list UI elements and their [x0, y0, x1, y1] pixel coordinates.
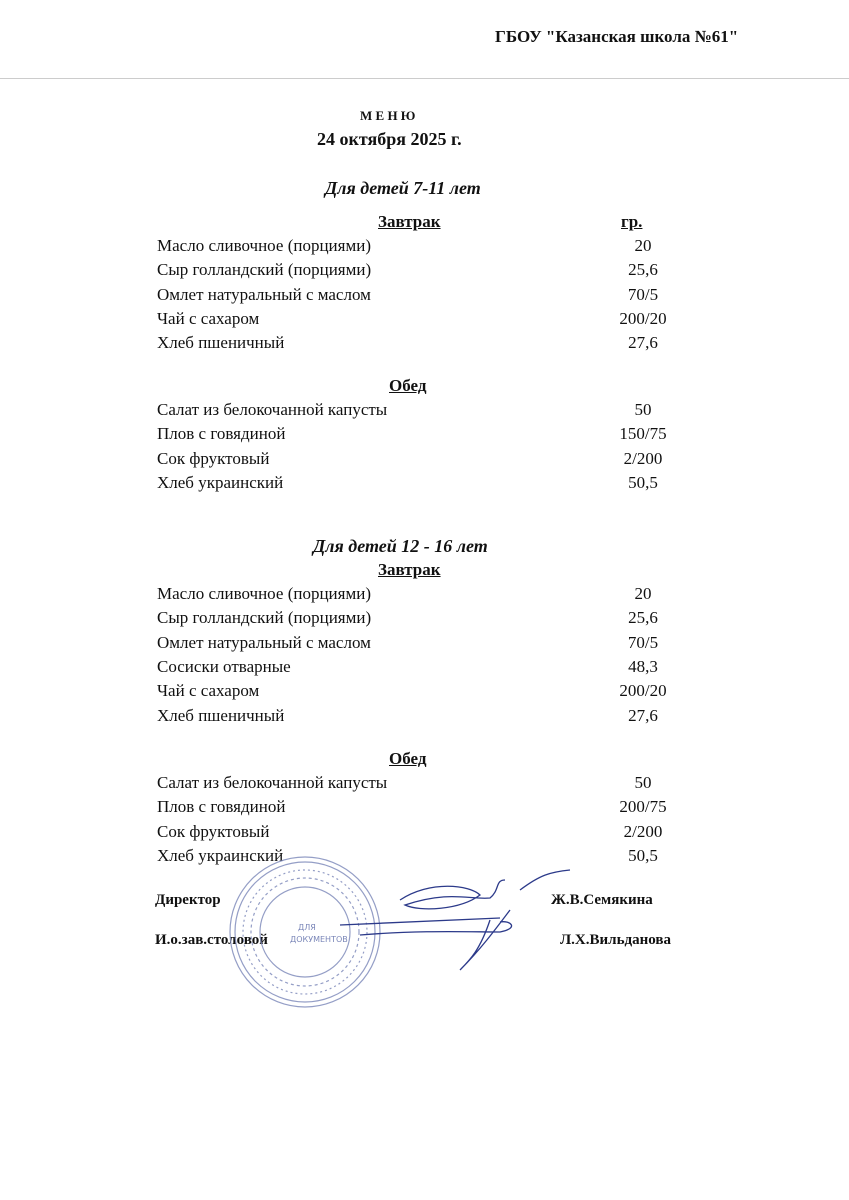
dish-weight: 70/5	[627, 284, 659, 304]
menu-item-row	[157, 309, 717, 333]
stamp-text: ДЛЯ	[298, 923, 316, 932]
menu-item-row	[157, 608, 717, 632]
menu-item-row	[157, 633, 717, 657]
menu-item-row	[157, 822, 717, 846]
dish-weight: 200/75	[619, 797, 667, 817]
dish-weight: 200/20	[619, 308, 667, 328]
menu-item-row	[157, 449, 717, 473]
dish-name: Плов с говядиной	[157, 797, 286, 817]
director-name: Ж.В.Семякина	[551, 892, 653, 908]
menu-item-row	[157, 773, 717, 797]
dish-weight: 150/75	[619, 424, 667, 444]
document-date: 24 октября 2025 г.	[317, 129, 462, 149]
menu-item-row	[157, 657, 717, 681]
menu-item-row	[157, 473, 717, 497]
canteen-head-role: И.о.зав.столовой	[155, 932, 268, 948]
dish-name: Салат из белокочанной капусты	[157, 400, 388, 419]
dish-name: Чай с сахаром	[157, 308, 260, 328]
menu-item-row	[157, 797, 717, 821]
dish-name: Омлет натуральный с маслом	[157, 284, 371, 304]
breakfast-heading: Завтрак	[378, 560, 441, 579]
dish-weight: 25,6	[628, 608, 658, 628]
menu-item-row	[157, 285, 717, 309]
menu-item-row	[157, 333, 717, 357]
menu-item-row	[157, 260, 717, 284]
stamp-and-signature	[220, 850, 700, 1010]
dish-weight: 27,6	[628, 705, 658, 725]
dish-name: Сок фруктовый	[157, 448, 270, 468]
dish-weight: 48,3	[628, 656, 658, 676]
dish-name: Сок фруктовый	[157, 821, 270, 841]
scan-noise	[0, 78, 849, 79]
age-group-title: Для детей 7-11 лет	[325, 178, 481, 198]
dish-name: Хлеб украинский	[157, 845, 284, 865]
menu-item-row	[157, 706, 717, 730]
dish-weight: 25,6	[628, 260, 658, 280]
menu-item-row	[157, 236, 717, 260]
dish-weight: 27,6	[628, 333, 658, 353]
dish-weight: 200/20	[619, 681, 667, 701]
menu-item-row	[157, 584, 717, 608]
dish-name: Салат из белокочанной капусты	[157, 773, 388, 792]
dish-name: Сыр голландский (порциями)	[157, 260, 372, 280]
dish-weight: 50,5	[628, 845, 658, 865]
dish-name: Масло сливочное (порциями)	[157, 236, 371, 255]
menu-item-row	[157, 400, 717, 424]
dish-name: Хлеб пшеничный	[157, 705, 285, 725]
dish-weight: 20	[634, 236, 652, 255]
dish-name: Хлеб пшеничный	[157, 333, 285, 353]
dish-name: Сыр голландский (порциями)	[157, 608, 372, 628]
canteen-head-name: Л.Х.Вильданова	[560, 932, 671, 948]
dish-weight: 2/200	[623, 448, 663, 468]
breakfast-heading: Завтрак	[378, 212, 441, 231]
dish-name: Чай с сахаром	[157, 681, 260, 701]
dish-weight: 50	[634, 400, 652, 419]
dish-name: Сосиски отварные	[157, 656, 291, 676]
dish-weight: 50,5	[628, 472, 658, 492]
official-stamp	[230, 857, 380, 1007]
menu-item-row	[157, 424, 717, 448]
dish-weight: 70/5	[627, 632, 659, 652]
menu-item-row	[157, 681, 717, 705]
dish-name: Омлет натуральный с маслом	[157, 632, 371, 652]
svg-text:ДОКУМЕНТОВ: ДОКУМЕНТОВ	[290, 935, 348, 944]
lunch-heading: Обед	[389, 376, 427, 395]
unit-heading: гр.	[621, 212, 643, 231]
age-group-title: Для детей 12 - 16 лет	[313, 536, 488, 556]
document-title: М Е Н Ю	[360, 108, 416, 123]
director-role: Директор	[155, 892, 221, 908]
dish-weight: 20	[634, 584, 652, 603]
dish-name: Масло сливочное (порциями)	[157, 584, 371, 603]
organization-name: ГБОУ "Казанская школа №61"	[495, 27, 739, 46]
dish-name: Плов с говядиной	[157, 424, 286, 444]
lunch-heading: Обед	[389, 749, 427, 768]
dish-weight: 50	[634, 773, 652, 792]
dish-name: Хлеб украинский	[157, 472, 284, 492]
dish-weight: 2/200	[623, 821, 663, 841]
